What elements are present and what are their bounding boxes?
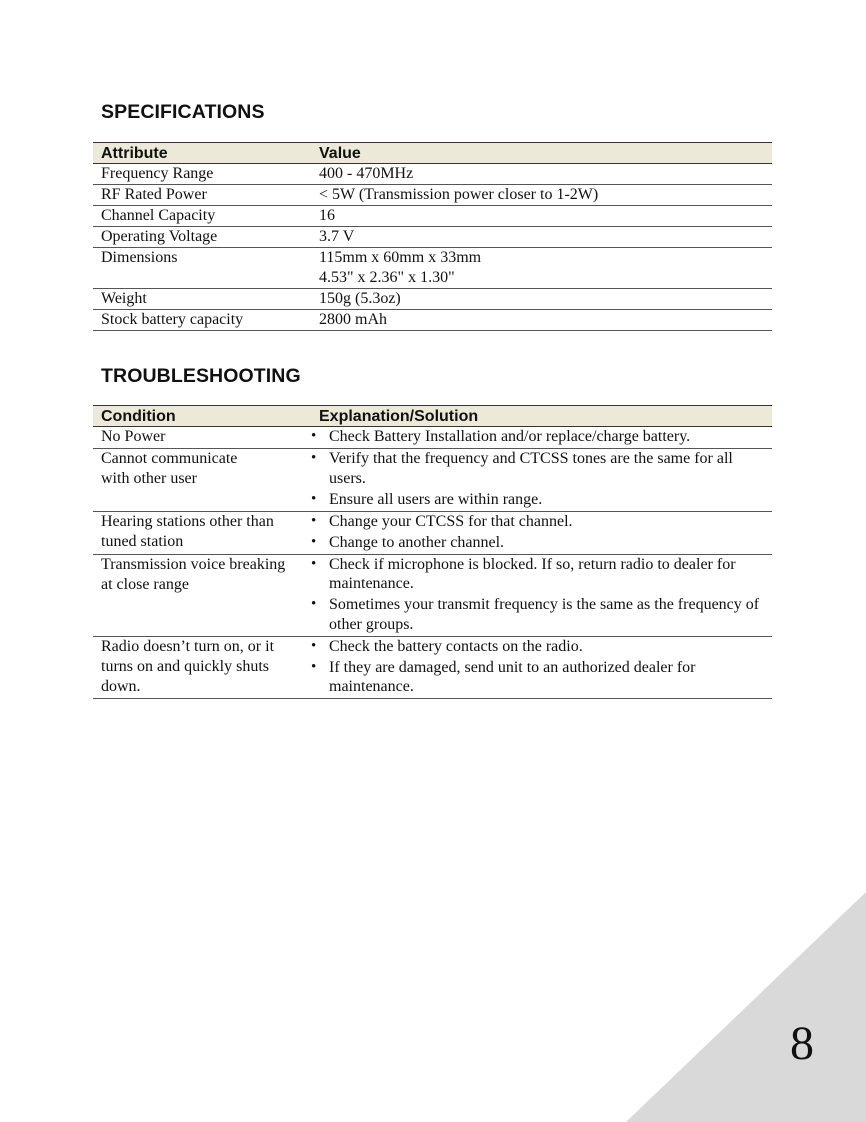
spec-value-line: 2800 mAh — [319, 311, 387, 328]
spec-value-line: 3.7 V — [319, 228, 355, 245]
solution-item: • If they are damaged, send unit to an authorized dealer for maintenance. — [311, 658, 772, 697]
spec-attribute: Stock battery capacity — [93, 310, 311, 331]
troubleshooting-heading: TROUBLESHOOTING — [101, 365, 301, 387]
solution-list — [311, 427, 772, 447]
table-row — [93, 636, 772, 699]
table-row — [93, 427, 772, 449]
table-row — [93, 164, 772, 185]
table-row — [93, 206, 772, 227]
spec-value-line: 150g (5.3oz) — [319, 290, 401, 307]
trouble-solution — [311, 511, 772, 554]
solution-list — [311, 555, 772, 635]
spec-value — [311, 206, 772, 227]
spec-value-line: < 5W (Transmission power closer to 1-2W) — [319, 186, 599, 203]
spec-attribute: RF Rated Power — [93, 185, 311, 206]
header-value: Value — [311, 143, 772, 164]
spec-value — [311, 227, 772, 248]
condition-line: turns on and quickly shuts — [101, 657, 269, 675]
trouble-condition — [93, 636, 311, 699]
table-row — [93, 248, 772, 289]
specifications-heading: SPECIFICATIONS — [101, 101, 265, 123]
page-number: 8 — [790, 1017, 814, 1070]
spec-value — [311, 310, 772, 331]
solution-list — [311, 512, 772, 553]
trouble-solution — [311, 554, 772, 636]
table-row — [93, 310, 772, 331]
corner-triangle — [626, 892, 866, 1122]
solution-item: • Check the battery contacts on the radio. — [311, 637, 772, 657]
condition-line: Hearing stations other than — [101, 512, 274, 530]
spec-attribute: Channel Capacity — [93, 206, 311, 227]
solution-list — [311, 449, 772, 509]
trouble-solution — [311, 636, 772, 699]
solution-item: • Sometimes your transmit frequency is the same as the frequency of other groups. — [311, 595, 772, 634]
spec-value-line: 16 — [319, 207, 335, 224]
solution-item: • Verify that the frequency and CTCSS tones are the same for all users. — [311, 449, 772, 488]
condition-line: at close range — [101, 575, 189, 593]
table-row — [93, 227, 772, 248]
solution-item: • Check Battery Installation and/or replace/charge battery. — [311, 427, 772, 447]
condition-line: Radio doesn’t turn on, or it — [101, 637, 275, 655]
table-row — [93, 289, 772, 310]
page-corner-decoration — [626, 892, 866, 1122]
header-attribute: Attribute — [93, 143, 311, 164]
condition-line: Transmission voice breaking — [101, 555, 286, 573]
table-row — [93, 185, 772, 206]
table-header-row — [93, 406, 772, 427]
solution-item: • Check if microphone is blocked. If so, return radio to dealer for maintenance. — [311, 555, 772, 594]
solution-list — [311, 637, 772, 697]
spec-value — [311, 164, 772, 185]
spec-value-line: 400 - 470MHz — [319, 165, 414, 182]
header-explanation: Explanation/Solution — [311, 406, 772, 427]
spec-value — [311, 248, 772, 289]
spec-attribute: Weight — [93, 289, 311, 310]
table-row — [93, 449, 772, 512]
specifications-table — [93, 142, 772, 331]
trouble-condition — [93, 511, 311, 554]
trouble-condition — [93, 427, 311, 449]
header-condition: Condition — [93, 406, 311, 427]
trouble-condition — [93, 449, 311, 512]
solution-item: • Change to another channel. — [311, 533, 772, 553]
condition-line: No Power — [101, 428, 166, 445]
spec-value — [311, 185, 772, 206]
trouble-solution — [311, 427, 772, 449]
table-row — [93, 511, 772, 554]
spec-attribute: Operating Voltage — [93, 227, 311, 248]
solution-item: • Ensure all users are within range. — [311, 490, 772, 510]
spec-value — [311, 289, 772, 310]
spec-value-line: 4.53" x 2.36" x 1.30" — [319, 269, 455, 286]
condition-line: tuned station — [101, 532, 184, 550]
trouble-solution — [311, 449, 772, 512]
solution-item: • Change your CTCSS for that channel. — [311, 512, 772, 532]
condition-line: with other user — [101, 470, 197, 487]
condition-line: down. — [101, 677, 141, 695]
troubleshooting-table — [93, 405, 772, 699]
spec-attribute: Dimensions — [93, 248, 311, 289]
spec-value-line: 115mm x 60mm x 33mm — [319, 249, 482, 266]
table-row — [93, 554, 772, 636]
spec-attribute: Frequency Range — [93, 164, 311, 185]
table-header-row — [93, 143, 772, 164]
trouble-condition — [93, 554, 311, 636]
condition-line: Cannot communicate — [101, 450, 238, 467]
